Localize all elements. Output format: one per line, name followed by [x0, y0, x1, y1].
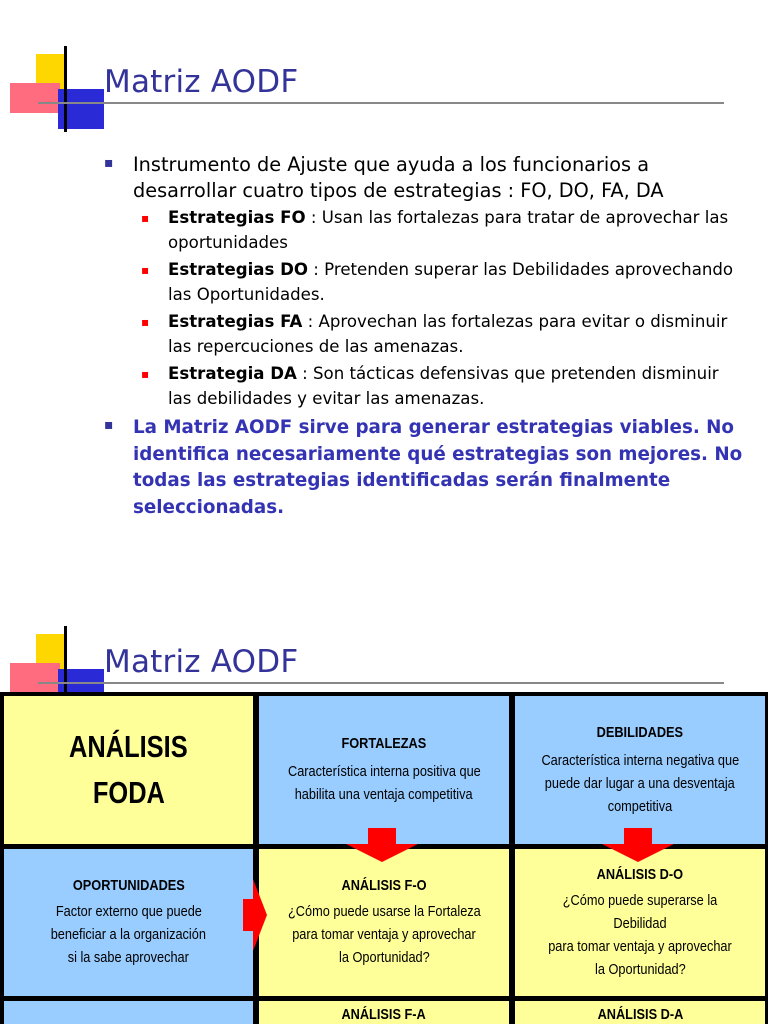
- cell-fortalezas: [259, 696, 509, 844]
- bullet-marker-icon: ▪: [104, 417, 114, 433]
- sub-bullet-label: Estrategias FA: [168, 312, 303, 331]
- logo-red-square: [10, 83, 60, 113]
- cell-oportunidades: [4, 849, 253, 996]
- slide-title: Matriz AODF: [104, 64, 299, 100]
- cell-heading: ANÁLISIS F-A: [341, 1006, 427, 1023]
- sub-bullet-marker-icon: ▪: [141, 315, 150, 329]
- cell-analisis-da: [515, 1001, 765, 1024]
- cell-text: ¿Cómo puede usarse la Fortaleza: [287, 903, 481, 920]
- cell-text: Característica interna negativa que: [541, 751, 739, 769]
- cell-heading: ANÁLISIS D-O: [596, 865, 684, 883]
- bullet-marker-icon: ▪: [104, 155, 114, 171]
- cell-text: la Oportunidad?: [594, 960, 686, 978]
- sub-bullet-text: : Aprovechan las fortalezas para evitar o disminuir las repercuciones de las amenazas.: [168, 312, 728, 356]
- sub-bullet-marker-icon: ▪: [141, 263, 150, 277]
- slide-title: Matriz AODF: [104, 644, 299, 680]
- sub-bullet-label: Estrategias FO: [168, 208, 306, 227]
- arrow-right-icon: [243, 879, 267, 951]
- sub-bullet-do: [104, 258, 744, 307]
- cell-text: Característica interna positiva que: [287, 763, 481, 780]
- sub-bullet-fa: [104, 310, 744, 359]
- cell-heading: DEBILIDADES: [596, 723, 684, 741]
- sub-bullet-text: : Usan las fortalezas para tratar de aprovechar las oportunidades: [168, 208, 729, 252]
- sub-bullet-marker-icon: ▪: [141, 367, 150, 381]
- cell-heading: ANÁLISIS D-A: [597, 1006, 683, 1023]
- sub-bullet-fo: [104, 206, 744, 255]
- corner-line-2: FODA: [92, 775, 165, 810]
- sub-bullet-text: : Pretenden superar las Debilidades aprovechando las Oportunidades.: [168, 260, 734, 304]
- cell-heading: FORTALEZAS: [341, 735, 427, 752]
- foda-matrix-table: [0, 692, 768, 1024]
- arrow-down-icon: [346, 828, 418, 862]
- cell-amenazas: [4, 1001, 253, 1024]
- cell-text: habilita una ventaja competitiva: [295, 786, 473, 803]
- cell-text: ¿Cómo puede superarse la Debilidad: [562, 891, 718, 932]
- bullet-matriz-note: [104, 414, 744, 520]
- cell-text: competitiva: [607, 797, 673, 815]
- cell-text: para tomar ventaja y aprovechar: [292, 926, 476, 943]
- slide-logo-decoration: [0, 0, 120, 140]
- cell-heading: OPORTUNIDADES: [72, 877, 185, 894]
- cell-heading: ANÁLISIS F-O: [341, 877, 427, 894]
- cell-analisis-fo: [259, 849, 509, 996]
- arrow-down-icon: [602, 828, 674, 862]
- cell-text: Factor externo que puede: [55, 903, 202, 920]
- cell-text: para tomar ventaja y aprovechar: [548, 937, 732, 955]
- logo-red-square: [10, 663, 60, 693]
- sub-bullet-marker-icon: ▪: [141, 211, 150, 225]
- logo-vertical-line: [64, 46, 67, 132]
- cell-analisis-fa: [259, 1001, 509, 1024]
- bullet-instrumento: [104, 152, 744, 203]
- cell-text: puede dar lugar a una desventaja: [544, 774, 735, 792]
- bullet-text-emphasis: La Matriz AODF sirve para generar estrategias viables. No identifica necesariamente qué estrategias son mejores. No todas las estrategias identificadas serán finalmente seleccionadas.: [133, 417, 743, 518]
- slide-2: [0, 580, 768, 1024]
- sub-bullet-label: Estrategia DA: [168, 364, 297, 383]
- cell-text: la Oportunidad?: [338, 949, 430, 966]
- sub-bullet-text: : Son tácticas defensivas que pretenden disminuir las debilidades y evitar las amenazas.: [168, 364, 719, 408]
- cell-text: beneficiar a la organización: [50, 926, 207, 943]
- sub-bullet-label: Estrategias DO: [168, 260, 309, 279]
- corner-line-1: ANÁLISIS: [69, 729, 188, 764]
- sub-bullet-da: [104, 362, 744, 411]
- bullet-text: Instrumento de Ajuste que ayuda a los funcionarios a desarrollar cuatro tipos de estrategias : FO, DO, FA, DA: [133, 153, 664, 202]
- cell-debilidades: [515, 696, 765, 844]
- cell-text: si la sabe aprovechar: [67, 949, 190, 966]
- title-underline: [38, 682, 724, 684]
- cell-analisis-foda: [4, 696, 253, 844]
- cell-analisis-do: [515, 849, 765, 996]
- slide-body: [104, 152, 744, 523]
- title-underline: [38, 102, 724, 104]
